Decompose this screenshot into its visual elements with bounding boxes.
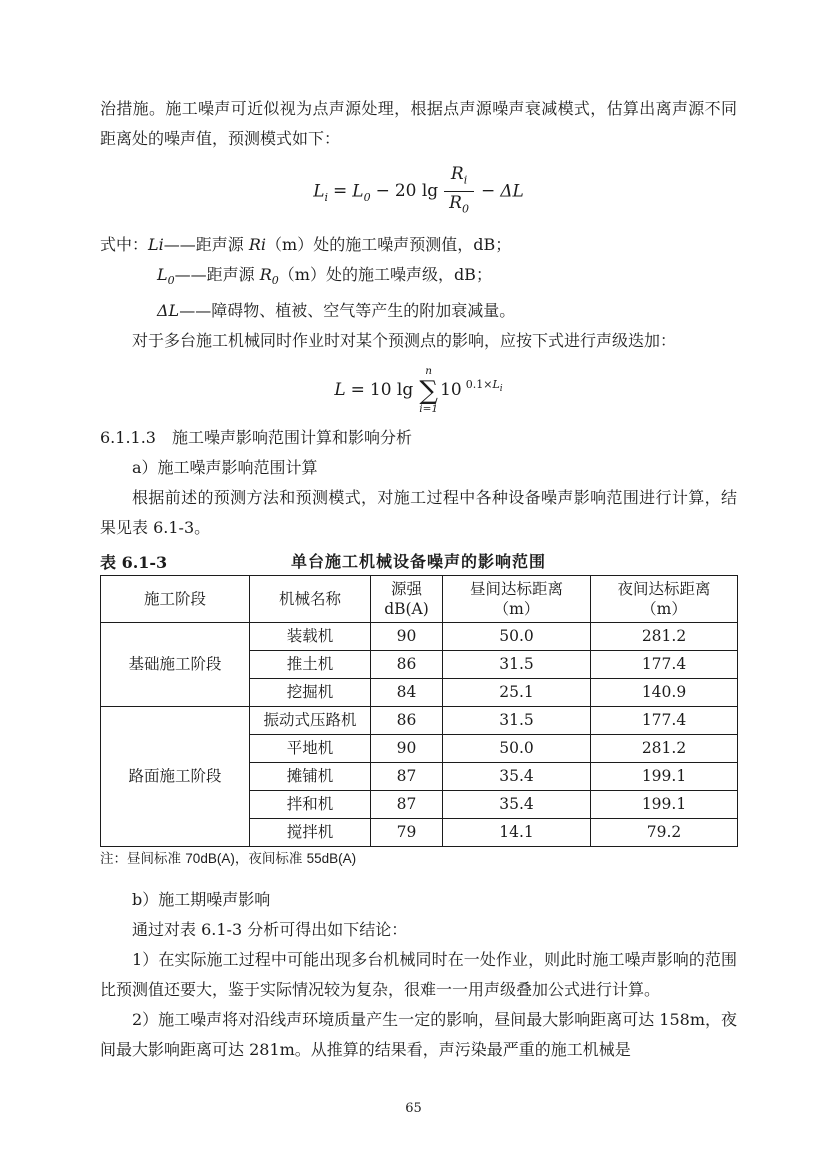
fraction-ri-r0: $\frac{R_i}{R_0}$ <box>444 164 474 220</box>
stage-cell-foundation: 基础施工阶段 <box>101 623 250 707</box>
formula1-lhs: L <box>313 181 325 202</box>
table-caption-title: 单台施工机械设备噪声的影响范围 <box>290 554 546 572</box>
table-row: 摊铺机 87 35.4 199.1 <box>101 763 738 791</box>
header-day: 昼间达标距离 （m） <box>443 576 591 623</box>
stage-cell-pavement: 路面施工阶段 <box>101 707 250 847</box>
paragraph-calc: 根据前述的预测方法和预测模式，对施工过程中各种设备噪声影响范围进行计算，结果见表 6.1-3。 <box>100 488 737 538</box>
conclusion-1: 1）在实际施工过程中可能出现多台机械同时在一处作业，则此时施工噪声影响的范围比预测值还要大，鉴于实际情况较为复杂，很难一一用声级叠加公式进行计算。 <box>100 950 737 1000</box>
table-row: 挖掘机 84 25.1 140.9 <box>101 679 738 707</box>
formula-level-superposition: L = 10 lg n ∑ i=1 10 $^{0.1\times L_i}$ <box>334 364 503 415</box>
paragraph-analysis-intro: 通过对表 6.1-3 分析可得出如下结论： <box>132 920 408 940</box>
table-row: 基础施工阶段 装载机 90 50.0 281.2 <box>101 623 738 651</box>
table-row: 搅拌机 79 14.1 79.2 <box>101 819 738 847</box>
header-machine: 机械名称 <box>250 576 371 623</box>
definition-delta-l: ΔL——障碍物、植被、空气等产生的附加衰减量。 <box>157 300 516 320</box>
header-stage: 施工阶段 <box>101 576 250 623</box>
night-standard-value: 55dB(A) <box>306 851 357 867</box>
paragraph-superposition: 对于多台施工机械同时作业时对某个预测点的影响，应按下式进行声级迭加： <box>132 330 677 350</box>
paragraph-intro: 治措施。施工噪声可近似视为点声源处理，根据点声源噪声衰减模式，估算出离声源不同距离处的噪声值，预测模式如下： <box>100 99 737 148</box>
definition-li: 式中：Li——距声源 Ri（m）处的施工噪声预测值，dB； <box>100 234 512 254</box>
exponent: 0.1×Li <box>465 378 503 395</box>
noise-impact-table <box>100 575 738 847</box>
table-row: 拌和机 87 35.4 199.1 <box>101 791 738 819</box>
subsection-a: a）施工噪声影响范围计算 <box>132 458 318 478</box>
summation-symbol: n ∑ i=1 <box>419 364 439 415</box>
table-row: 路面施工阶段 振动式压路机 86 31.5 177.4 <box>101 707 738 735</box>
header-source: 源强 dB(A) <box>371 576 443 623</box>
definition-l0: $L_0——$距声源 $R_0(m)$处的施工噪声级，dB； <box>157 264 492 287</box>
table-row: 推土机 86 31.5 177.4 <box>101 651 738 679</box>
definition-list <box>100 230 737 326</box>
table-note: 注：昼间标准 70dB(A)，夜间标准 55dB(A) <box>100 851 357 868</box>
conclusion-2: 2）施工噪声将对沿线声环境质量产生一定的影响，昼间最大影响距离可达 158m，夜间最大影响距离可达 281m。从推算的结果看，声污染最严重的施工机械是 <box>100 1010 737 1060</box>
section-heading: 6.1.1.3 施工噪声影响范围计算和影响分析 <box>100 428 412 448</box>
table-header-row <box>101 576 738 623</box>
table-caption <box>100 551 737 575</box>
header-night: 夜间达标距离 （m） <box>591 576 738 623</box>
page-number: 65 <box>405 1101 422 1116</box>
day-standard-value: 70dB(A) <box>185 851 235 867</box>
table-caption-label: 表 6.1-3 <box>100 553 168 573</box>
table-row: 平地机 90 50.0 281.2 <box>101 735 738 763</box>
subsection-b: b）施工期噪声影响 <box>132 890 271 910</box>
formula-noise-attenuation: $L_i = L_0 - 20$ lg $\frac{R_i}{R_0}$ − ΔL <box>100 164 737 220</box>
